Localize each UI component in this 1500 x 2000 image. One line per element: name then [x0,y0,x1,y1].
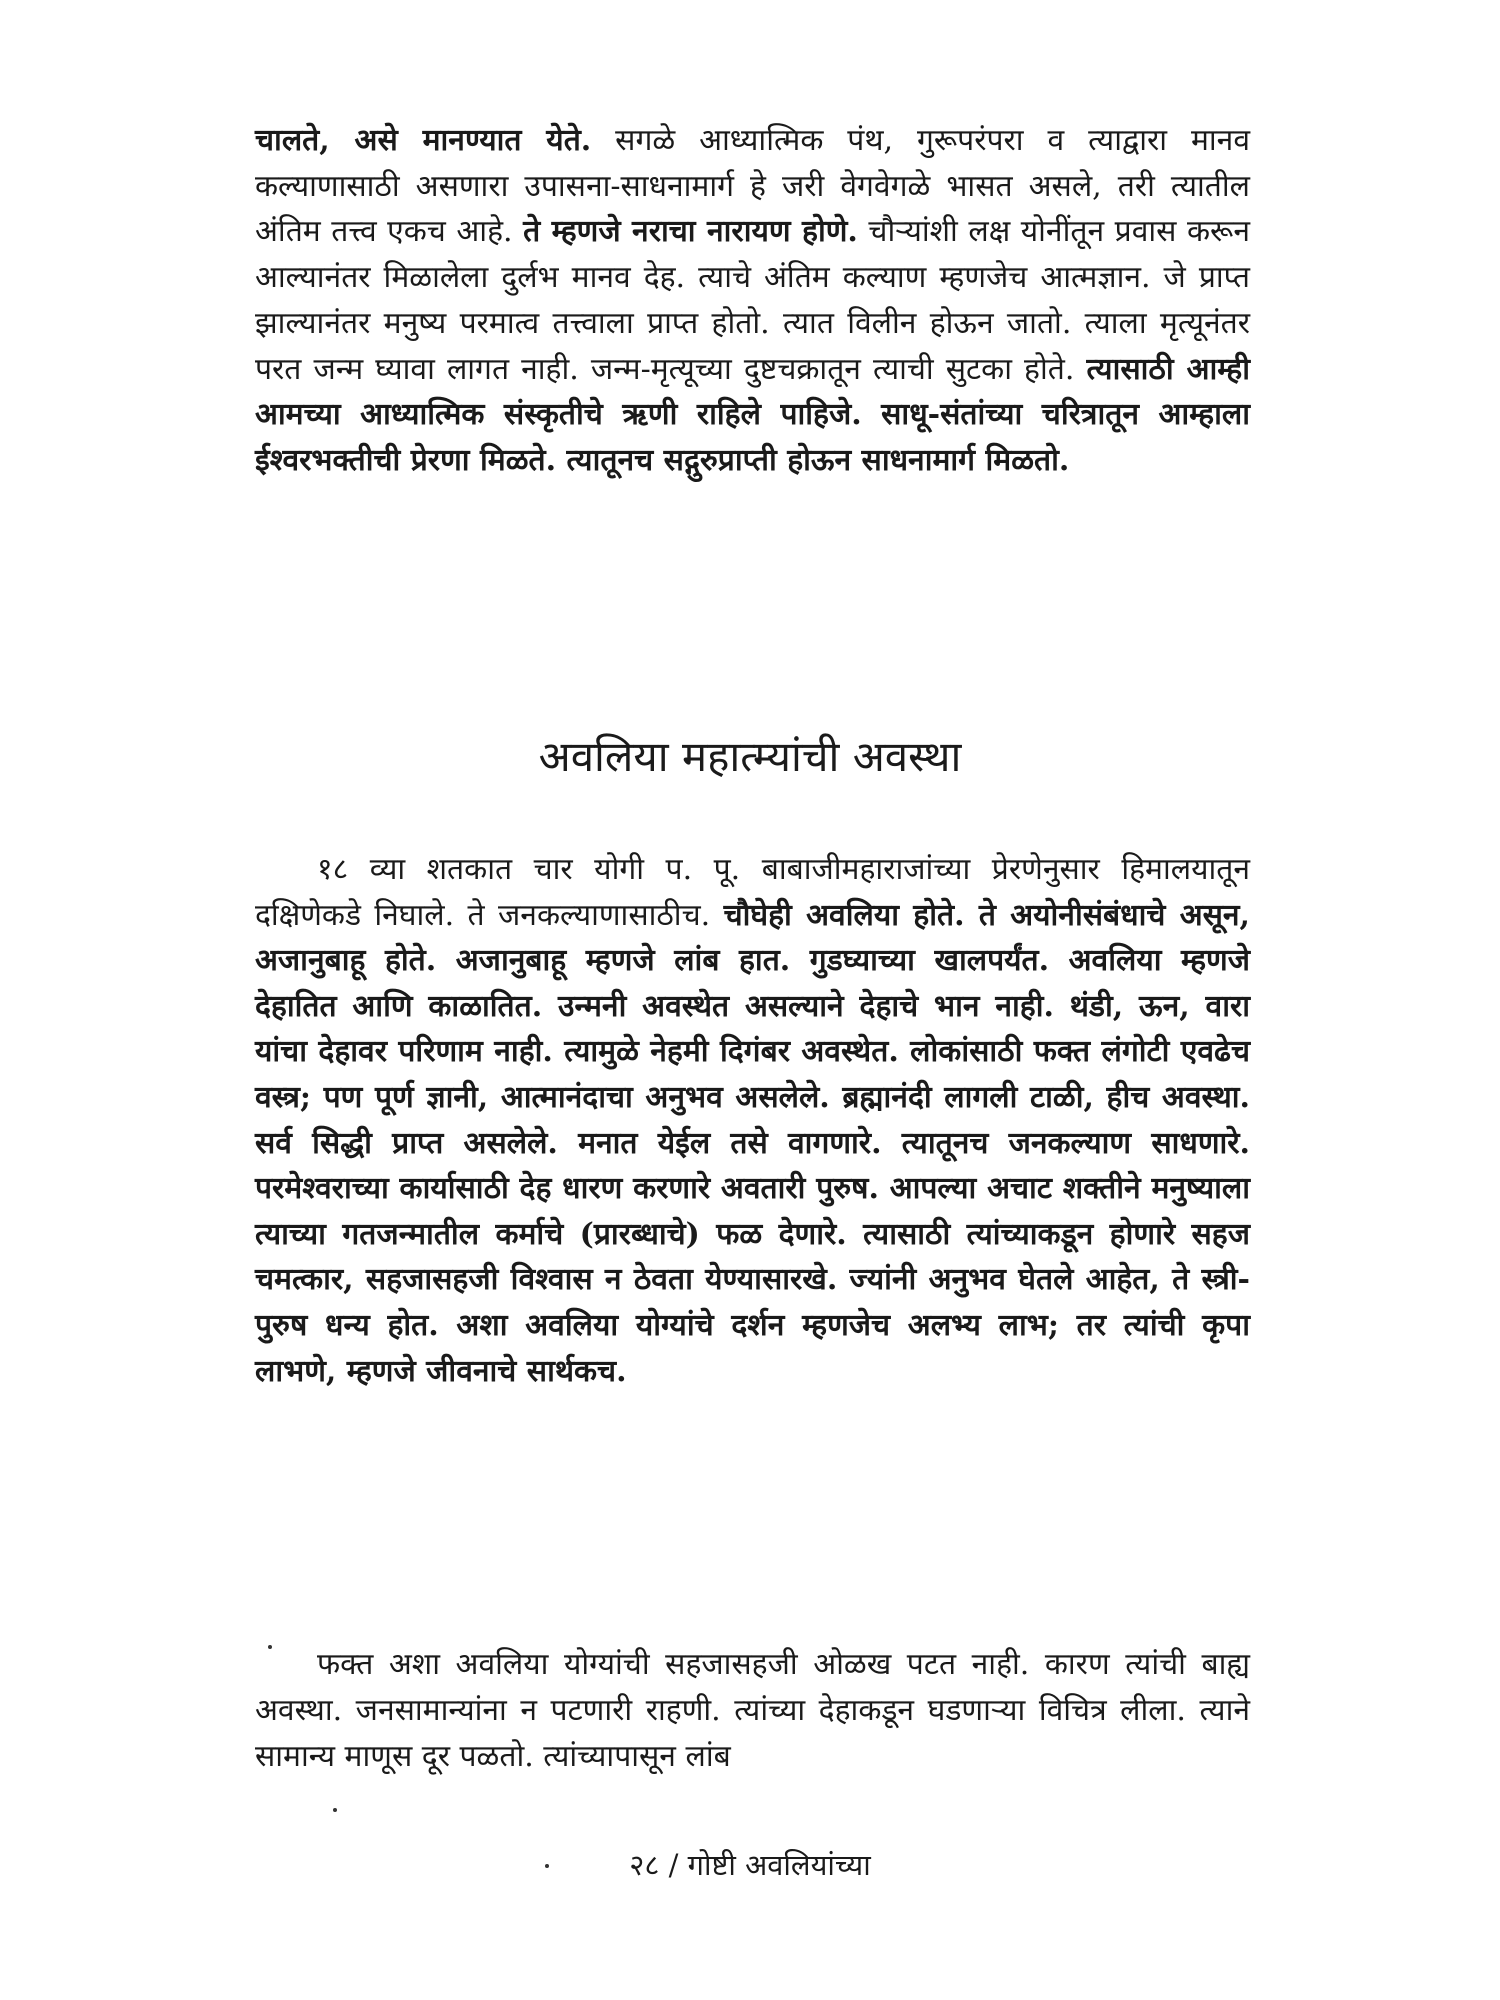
paragraph-2 [255,847,1250,1394]
bold-text: त्यासाठी आम्ही आमच्या आध्यात्मिक संस्कृतीचे ऋणी राहिले पाहिजे. साधू-संतांच्या चरित्रातून आम्हाला ईश्वरभक्तीची प्रेरणा मिळते. त्यातूनच सद्गुरुप्राप्ती होऊन साधनामार्ग मिळतो. [255,351,1250,478]
bold-text: ते म्हणजे नराचा नारायण होणे. [523,214,858,250]
speck-mark [545,1864,549,1868]
paragraph-3 [255,1642,1250,1780]
body-text: फक्त अशा अवलिया योग्यांची सहजासहजी ओळख पटत नाही. कारण त्यांची बाह्य अवस्था. जनसामान्यांना न पटणारी राहणी. त्यांच्या देहाकडून घडणाऱ्या विचित्र लीला. त्याने सामान्य माणूस दूर पळतो. त्यांच्यापासून लांब [255,1647,1250,1774]
paragraph-1 [255,118,1250,484]
page-number: २८ [629,1848,660,1882]
body-text: सगळे आध्यात्मिक पंथ, गुरूपरंपरा व त्याद्वारा मानव कल्याणासाठी असणारा उपासना-साधनामार्ग हे जरी वेगवेगळे भासत असले, तरी त्यातील अंतिम तत्त्व एकच आहे. [255,123,1251,250]
bold-text: चालते, असे मानण्यात येते. [255,123,592,158]
speck-mark [333,1808,337,1812]
footer-separator: / [668,1848,679,1882]
body-text: १८ व्या शतकात चार योगी प. पू. बाबाजीमहाराजांच्या प्रेरणेनुसार हिमालयातून दक्षिणेकडे निघाले. ते जनकल्याणासाठीच. [255,852,1250,933]
body-text: चौऱ्यांशी लक्ष योनींतून प्रवास करून आल्यानंतर मिळालेला दुर्लभ मानव देह. त्याचे अंतिम कल्याण म्हणजेच आत्मज्ञान. जे प्राप्त झाल्यानंतर मनुष्य परमात्व तत्त्वाला प्राप्त होतो. त्यात विलीन होऊन जातो. त्याला मृत्यूनंतर परत जन्म घ्यावा लागत नाही. जन्म-मृत्यूच्या दुष्टचक्रातून त्याची सुटका होते. [255,214,1250,387]
page-footer [0,1845,1500,1884]
bold-text: चौघेही अवलिया होते. ते अयोनीसंबंधाचे असून, अजानुबाहू होते. अजानुबाहू म्हणजे लांब हात. गुडघ्याच्या खालपर्यंत. अवलिया म्हणजे देहातित आणि काळातित. उन्मनी अवस्थेत असल्याने देहाचे भान नाही. थंडी, ऊन, वारा यांचा देहावर परिणाम नाही. त्यामुळे नेहमी दिगंबर अवस्थेत. लोकांसाठी फक्त लंगोटी एवढेच वस्त्र; पण पूर्ण ज्ञानी, आत्मानंदाचा अनुभव असलेले. ब्रह्मानंदी लागली टाळी, हीच अवस्था. सर्व सिद्धी प्राप्त असलेले. मनात येईल तसे वागणारे. त्यातूनच जनकल्याण साधणारे. परमेश्वराच्या कार्यासाठी देह धारण करणारे अवतारी पुरुष. आपल्या अचाट शक्तीने मनुष्याला त्याच्या गतजन्मातील कर्माचे (प्रारब्धाचे) फळ देणारे. त्यासाठी त्यांच्याकडून होणारे सहज चमत्कार, सहजासहजी विश्वास न ठेवता येण्यासारखे. ज्यांनी अनुभव घेतले आहेत, ते स्त्री-पुरुष धन्य होत. अशा अवलिया योग्यांचे दर्शन म्हणजेच अलभ्य लाभ; तर त्यांची कृपा लाभणे, म्हणजे जीवनाचे सार्थकच. [255,897,1250,1389]
section-heading: अवलिया महात्म्यांची अवस्था [538,732,962,781]
book-title: गोष्टी अवलियांच्या [687,1848,871,1882]
speck-mark [268,1645,272,1649]
